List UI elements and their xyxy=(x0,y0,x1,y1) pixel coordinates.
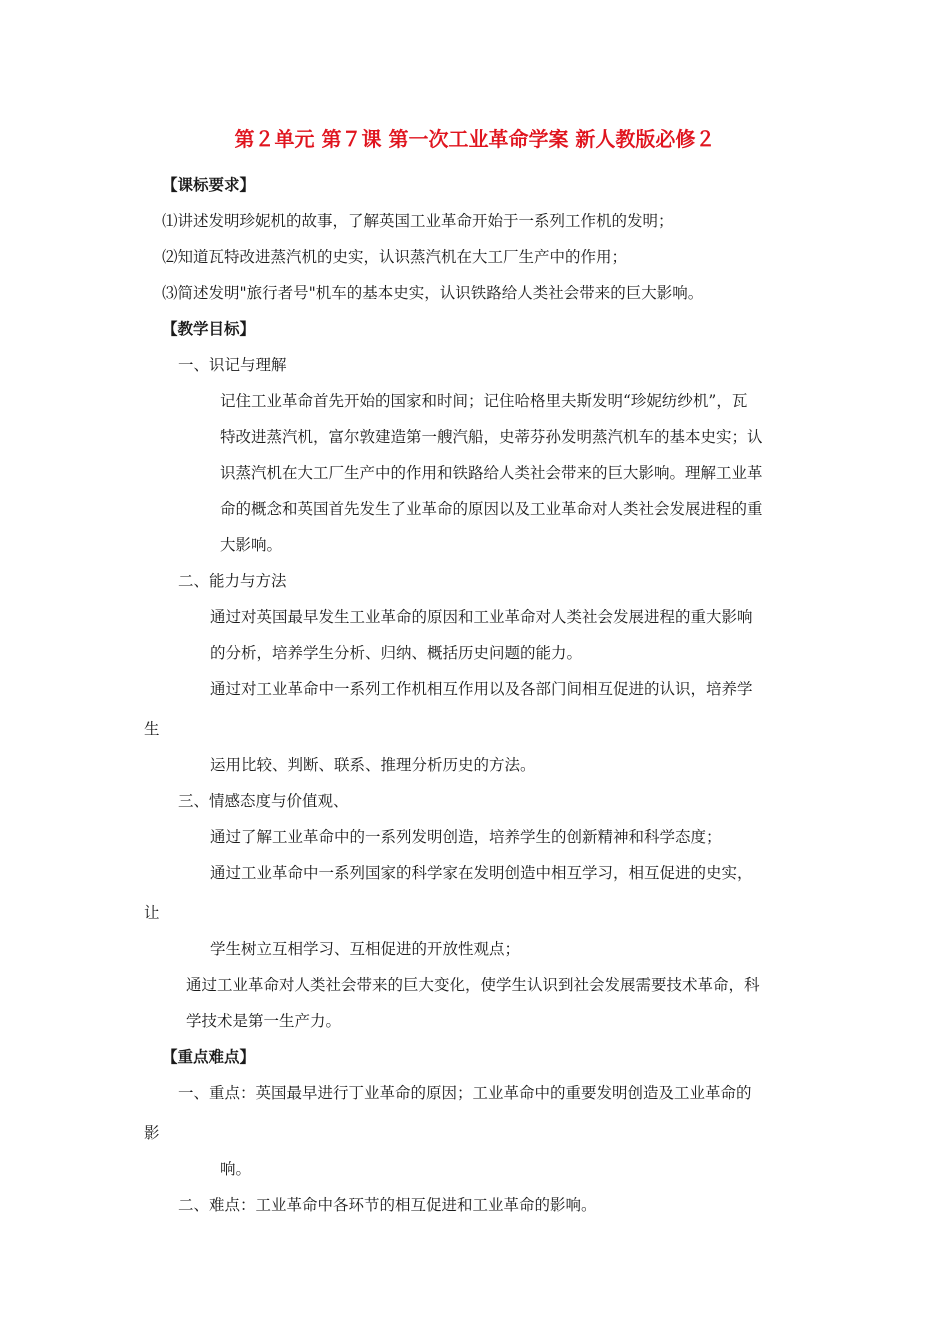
paragraph-line: 识蒸汽机在大工厂生产中的作用和铁路给人类社会带来的巨大影响。理解工业革 xyxy=(220,464,763,482)
keypoint-line: 响。 xyxy=(220,1160,252,1178)
paragraph-line: 大影响。 xyxy=(220,536,283,554)
curriculum-item: ⑴讲述发明珍妮机的故事，了解英国工业革命开始于一系列工作机的发明； xyxy=(162,212,674,230)
keypoint-line: 影 xyxy=(144,1124,160,1142)
paragraph-line: 的分析，培养学生分析、归纳、概括历史问题的能力。 xyxy=(210,644,583,662)
paragraph-line: 通过了解工业革命中的一系列发明创造，培养学生的创新精神和科学态度； xyxy=(210,828,722,846)
paragraph-line: 生 xyxy=(144,720,160,738)
keypoint-line: 二、难点：工业革命中各环节的相互促进和工业革命的影响。 xyxy=(178,1196,597,1214)
goal-part-label: 三、情感态度与价值观、 xyxy=(178,792,349,810)
section-heading-keypoints: 【重点难点】 xyxy=(162,1047,256,1066)
keypoint-line: 一、重点：英国最早进行丁业革命的原因；工业革命中的重要发明创造及工业革命的 xyxy=(178,1084,752,1102)
goal-part-label: 一、识记与理解 xyxy=(178,356,287,374)
paragraph-line: 通过对工业革命中一系列工作机相互作用以及各部门间相互促进的认识，培养学 xyxy=(210,680,753,698)
paragraph-line: 运用比较、判断、联系、推理分析历史的方法。 xyxy=(210,756,536,774)
curriculum-item: ⑵知道瓦特改进蒸汽机的史实，认识蒸汽机在大工厂生产中的作用； xyxy=(162,248,628,266)
document-title: 第２单元 第７课 第一次工业革命学案 新人教版必修２ xyxy=(234,127,716,151)
paragraph-line: 让 xyxy=(144,904,160,922)
paragraph-line: 命的概念和英国首先发生了业革命的原因以及工业革命对人类社会发展进程的重 xyxy=(220,500,763,518)
curriculum-item: ⑶简述发明"旅行者号"机车的基本史实，认识铁路给人类社会带来的巨大影响。 xyxy=(162,284,704,302)
paragraph-line: 记住工业革命首先开始的国家和时间；记住哈格里夫斯发明“珍妮纺纱机”，瓦 xyxy=(220,392,748,410)
paragraph-line: 学技术是第一生产力。 xyxy=(186,1012,342,1030)
paragraph-line: 学生树立互相学习、互相促进的开放性观点； xyxy=(210,940,521,958)
goal-part-label: 二、能力与方法 xyxy=(178,572,287,590)
section-heading-goals: 【教学目标】 xyxy=(162,319,256,338)
paragraph-line: 通过工业革命对人类社会带来的巨大变化，使学生认识到社会发展需要技术革命，科 xyxy=(186,976,760,994)
paragraph-line: 特改进蒸汽机，富尔敦建造第一艘汽船，史蒂芬孙发明蒸汽机车的基本史实；认 xyxy=(220,428,763,446)
paragraph-line: 通过工业革命中一系列国家的科学家在发明创造中相互学习，相互促进的史实， xyxy=(210,864,753,882)
section-heading-curriculum: 【课标要求】 xyxy=(162,175,256,194)
paragraph-line: 通过对英国最早发生工业革命的原因和工业革命对人类社会发展进程的重大影响 xyxy=(210,608,753,626)
